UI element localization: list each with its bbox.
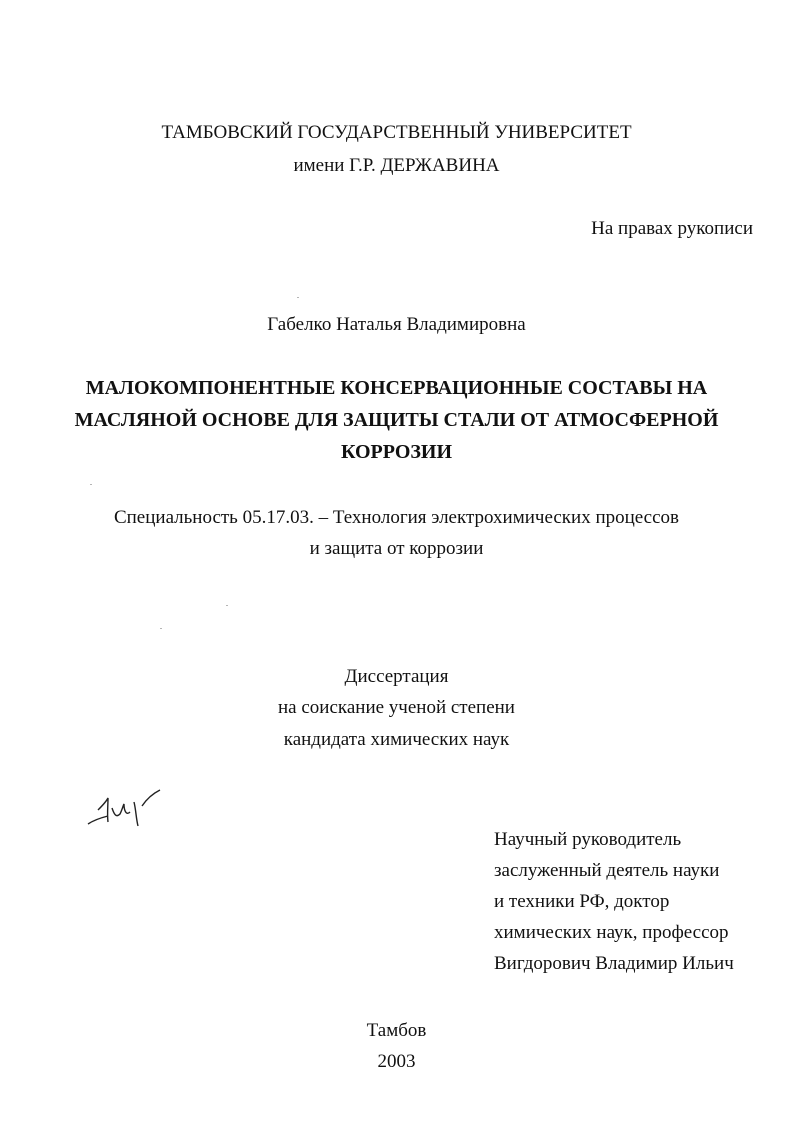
supervisor-name: Вигдорович Владимир Ильич <box>494 953 734 974</box>
university-name: ТАМБОВСКИЙ ГОСУДАРСТВЕННЫЙ УНИВЕРСИТЕТ <box>161 122 632 143</box>
scan-speck <box>297 297 299 298</box>
city: Тамбов <box>366 1020 427 1041</box>
supervisor-line-2: заслуженный деятель науки <box>494 860 720 881</box>
specialty-line-1: Специальность 05.17.03. – Технология электрохимических процессов <box>113 507 680 528</box>
manuscript-note: На правах рукописи <box>591 218 753 239</box>
degree-line-3: кандидата химических наук <box>283 729 510 750</box>
degree-line-1: Диссертация <box>344 666 449 687</box>
supervisor-line-4: химических наук, профессор <box>494 922 729 943</box>
author-name: Габелко Наталья Владимировна <box>267 314 526 335</box>
thesis-title-line-2: МАСЛЯНОЙ ОСНОВЕ ДЛЯ ЗАЩИТЫ СТАЛИ ОТ АТМОСФЕРНОЙ <box>74 409 719 431</box>
supervisor-line-1: Научный руководитель <box>494 829 682 850</box>
scan-speck <box>226 605 228 606</box>
scan-speck <box>90 484 92 485</box>
degree-line-2: на соискание ученой степени <box>278 697 515 718</box>
scan-speck <box>160 628 162 629</box>
thesis-title-line-1: МАЛОКОМПОНЕНТНЫЕ КОНСЕРВАЦИОННЫЕ СОСТАВЫ НА <box>85 377 708 399</box>
university-named-after: имени Г.Р. ДЕРЖАВИНА <box>293 155 500 176</box>
specialty-line-2: и защита от коррозии <box>309 538 484 559</box>
handwritten-signature-icon <box>86 788 172 830</box>
year: 2003 <box>377 1051 416 1072</box>
supervisor-block <box>494 824 784 979</box>
thesis-title-line-3: КОРРОЗИИ <box>340 441 453 463</box>
supervisor-line-3: и техники РФ, доктор <box>494 891 670 912</box>
